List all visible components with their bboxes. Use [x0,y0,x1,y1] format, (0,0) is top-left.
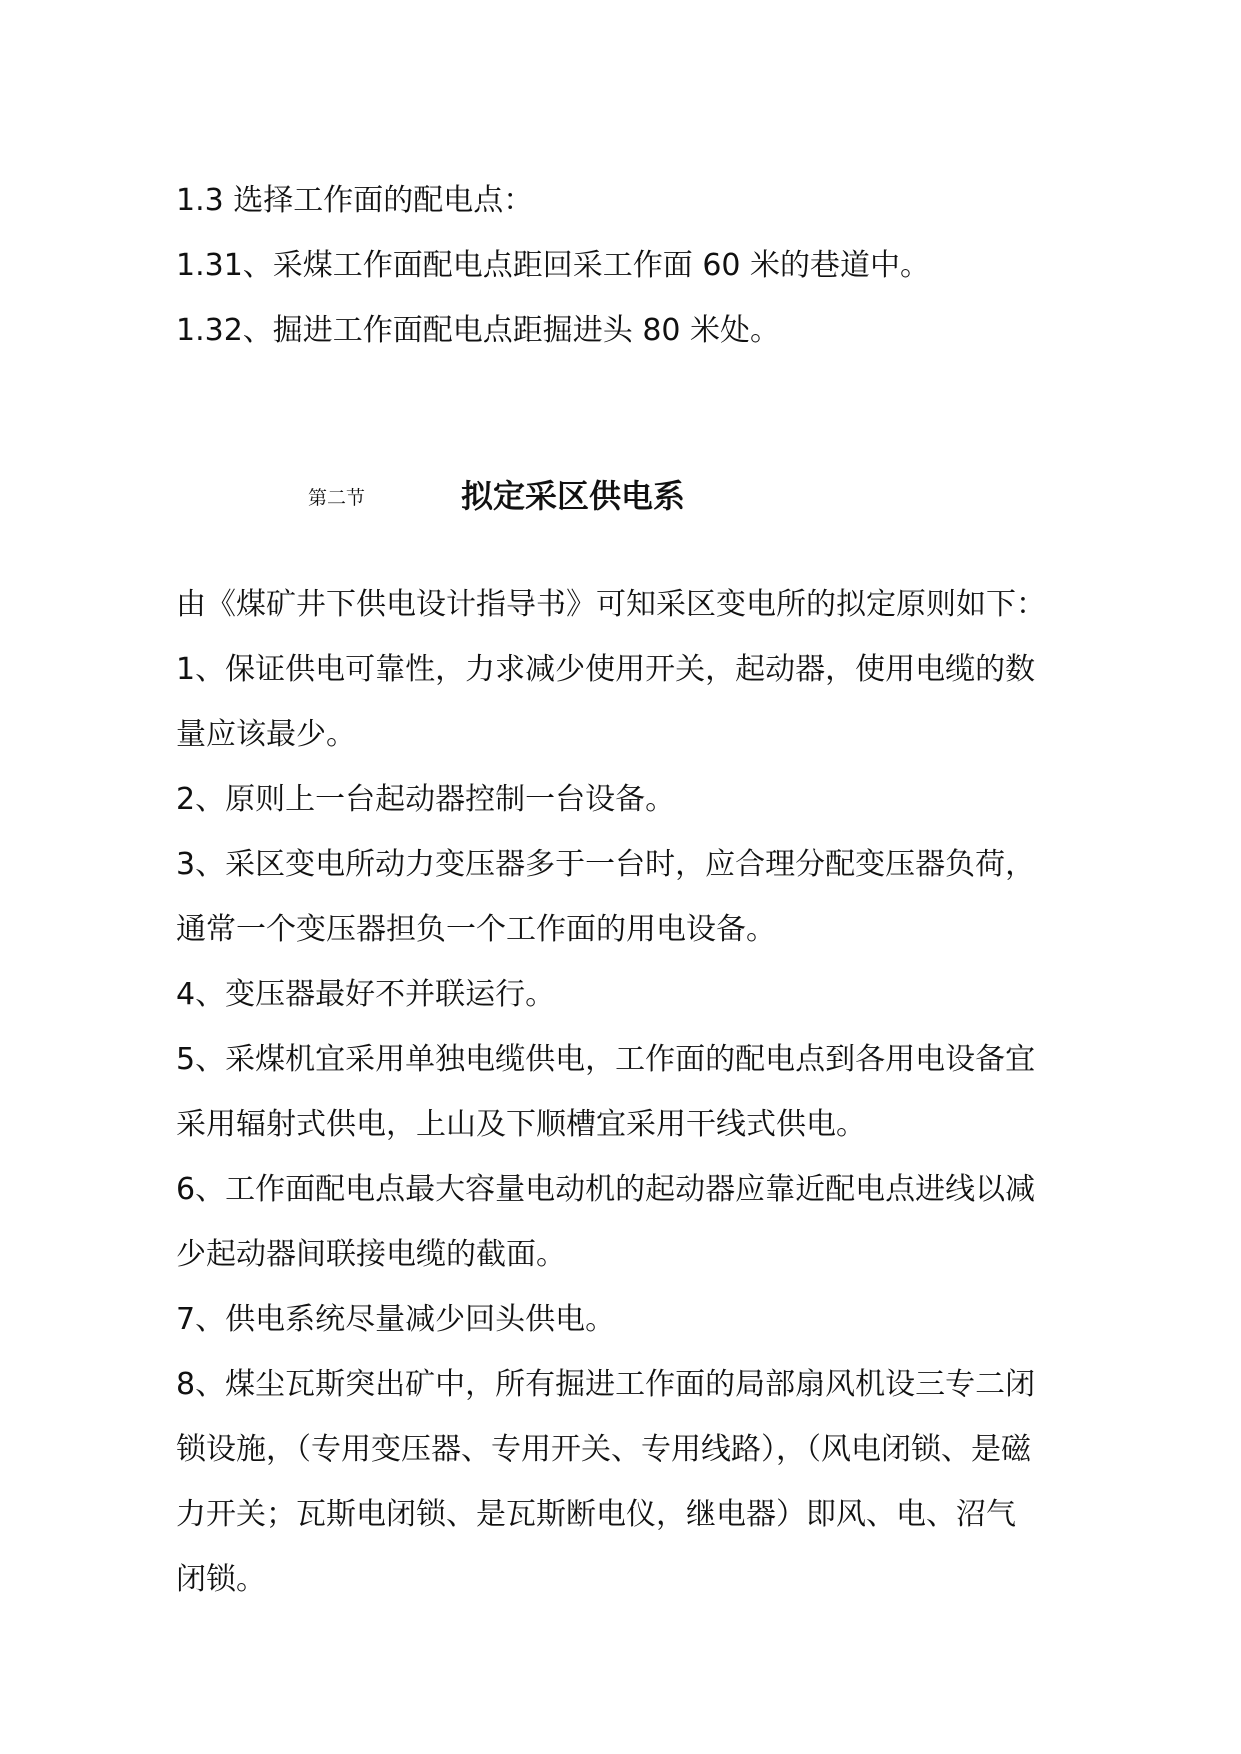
text-line: 少起动器间联接电缆的截面。 [176,1237,566,1272]
text-line: 1、保证供电可靠性，力求减少使用开关，起动器，使用电缆的数 [176,652,1036,687]
section-title: 拟定采区供电系 [461,477,686,515]
text-line: 1.3 选择工作面的配电点： [176,183,534,218]
text-line: 锁设施，（专用变压器、专用开关、专用线路），（风电闭锁、是磁 [176,1432,1031,1467]
section-number: 第二节 [308,487,366,509]
section-heading [0,474,1241,524]
text-line: 采用辐射式供电，上山及下顺槽宜采用干线式供电。 [176,1107,866,1142]
text-line: 通常一个变压器担负一个工作面的用电设备。 [176,912,776,947]
text-line: 量应该最少。 [176,717,356,752]
text-line: 2、原则上一台起动器控制一台设备。 [176,782,676,817]
text-line: 1.31、采煤工作面配电点距回采工作面 60 米的巷道中。 [176,248,931,283]
text-line: 8、煤尘瓦斯突出矿中，所有掘进工作面的局部扇风机设三专二闭 [176,1367,1036,1402]
text-line: 4、变压器最好不并联运行。 [176,977,556,1012]
text-line: 1.32、掘进工作面配电点距掘进头 80 米处。 [176,313,781,348]
text-line: 闭锁。 [176,1562,266,1597]
text-line: 3、采区变电所动力变压器多于一台时，应合理分配变压器负荷， [176,847,1036,882]
text-line: 5、采煤机宜采用单独电缆供电，工作面的配电点到各用电设备宜 [176,1042,1036,1077]
text-line: 7、供电系统尽量减少回头供电。 [176,1302,616,1337]
text-line: 力开关；瓦斯电闭锁、是瓦斯断电仪，继电器）即风、电、沼气 [176,1497,1016,1532]
text-line: 6、工作面配电点最大容量电动机的起动器应靠近配电点进线以减 [176,1172,1036,1207]
text-line: 由《煤矿井下供电设计指导书》可知采区变电所的拟定原则如下： [176,587,1046,622]
